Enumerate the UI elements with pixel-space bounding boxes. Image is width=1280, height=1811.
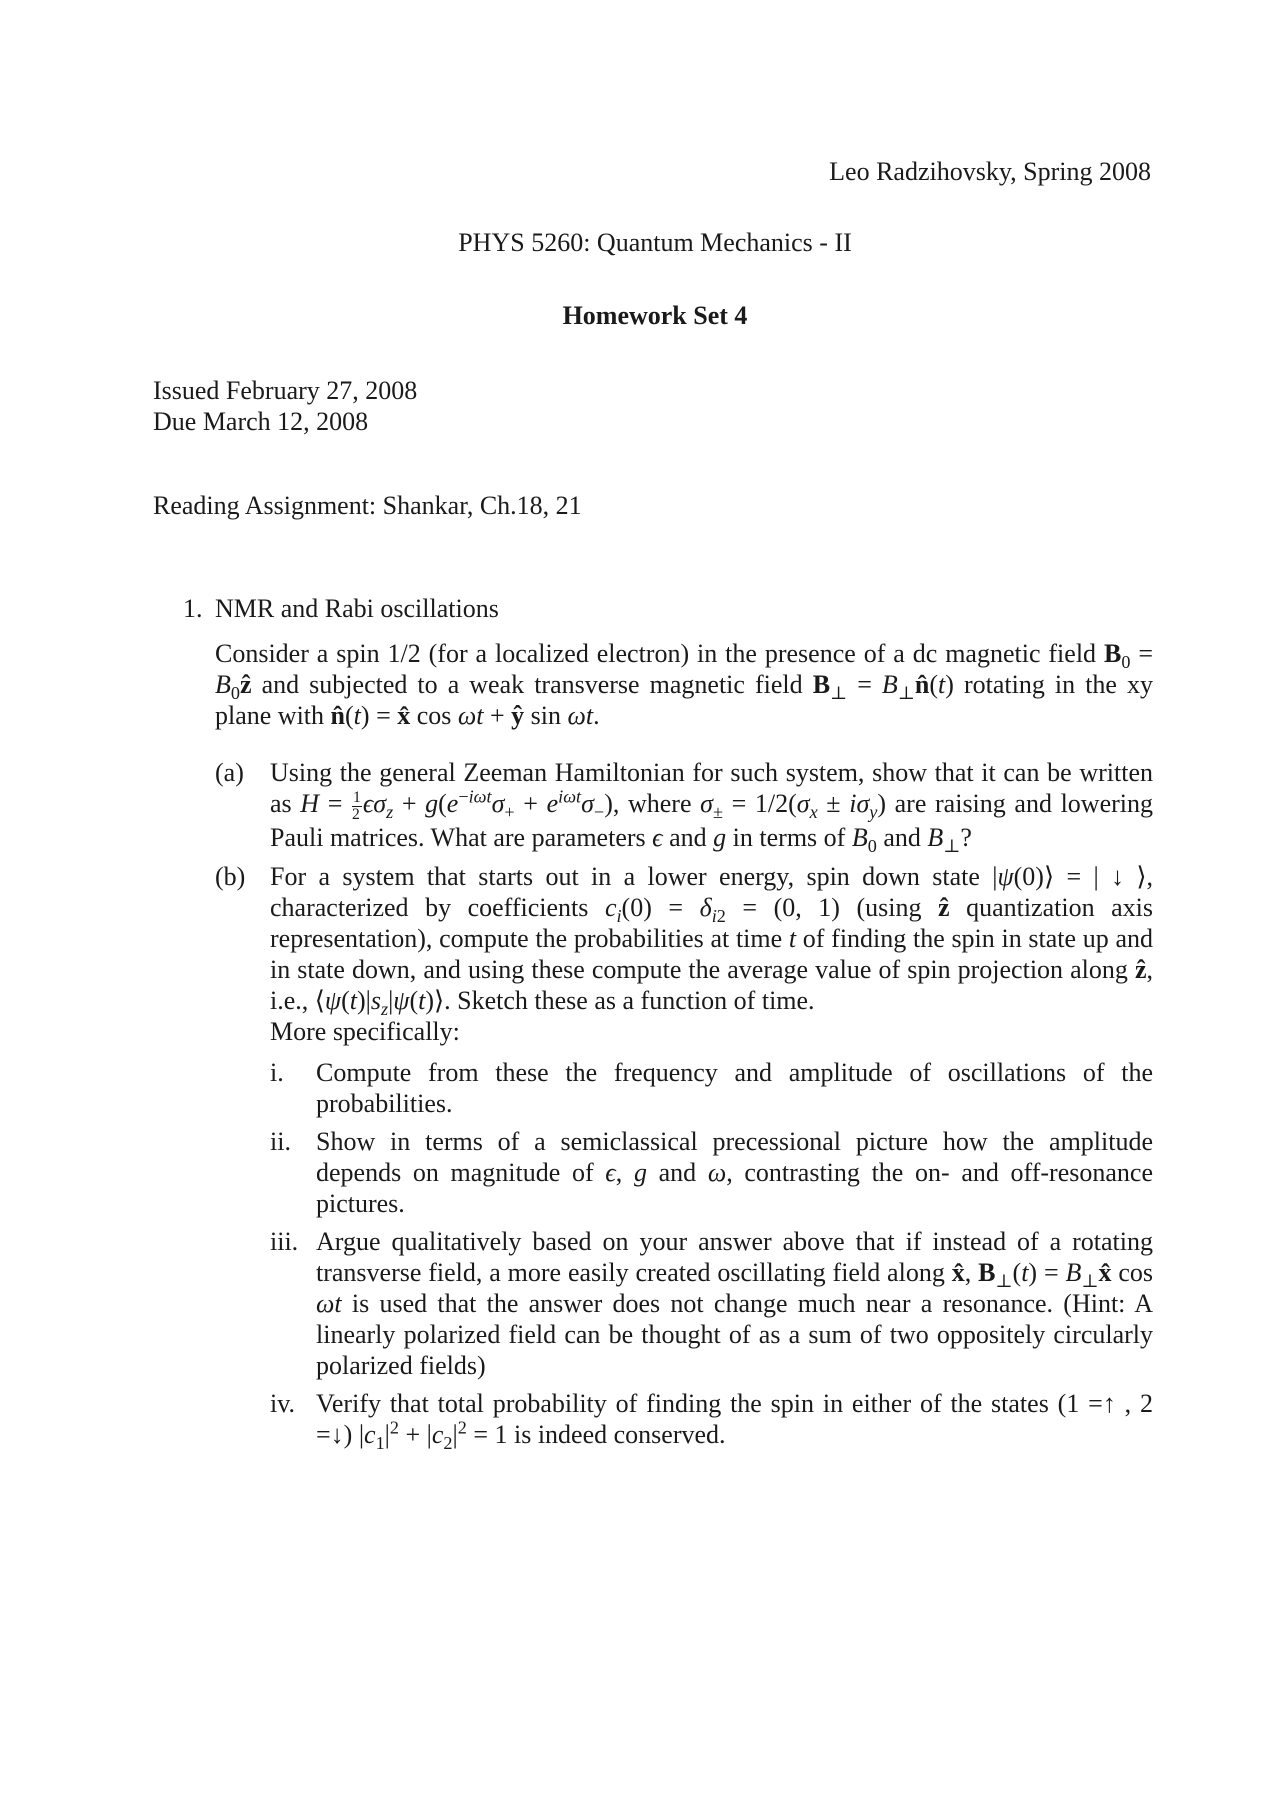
more-specifically: More specifically: (270, 1017, 460, 1047)
subpart-iii: iii. Argue qualitatively based on your answer above that if instead of a rotating transverse field, a more easily created oscillating field along x̂, $B_\perp(t)$ = $B_\perp x̂$ cos ωt is used that the answer does not change much near a resonance. (Hint: A linearly polarized field can be thought of as a sum of two oppositely circularly polarized fields) (270, 1227, 1154, 1381)
part-text: (using (839, 893, 938, 923)
subpart-text: and (646, 1158, 708, 1188)
part-b: (b) For a system that starts out in a lower energy, spin down state |ψ(0)⟩ = | ↓ ⟩, characterized by coefficients $c_i(0) = \delta_{i2} = (0$, 1) (using ẑ quantization axis representation), compute the probabilities at time t of finding the spin in state up and in state down, and using these compute the average value of spin projection along ẑ, i.e., $⟨\psi(t)|s_z|\psi(t)⟩$. Sketch these as a function of time. More specifically: i. Compute from these the frequency and amplitude of oscillations of the probabilities. ii. Show in terms of a semiclassical precessional picture how the amplitude depends on magnitude of ϵ, g and ω, contrasting the on- and off-resonance pictures. iii. Argue qualitatively based on your answer above that if instead of a rotating transverse field, a more easily created oscillating field along x̂, $B_\perp(t)$ = $B_\perp x̂$ cos ωt is used that the answer does not change much near a resonance. (Hint: A linearly polarized field can be thought of as a sum of two oppositely circularly polarized fields) iv. Verify that total probability of finding the spin in either of the states (1 =↑ , 2 =↓) $|c_1|^2 + |c_2|^2 = 1$ is indeed conserved. (215, 862, 1154, 1454)
subpart-text: Compute from these the frequency and amplitude of oscillations of the probabilities. (316, 1058, 1153, 1119)
subpart-ii: ii. Show in terms of a semiclassical precessional picture how the amplitude depends on magnitude of ϵ, g and ω, contrasting the on- and off-resonance pictures. (270, 1127, 1153, 1219)
part-label: (a) (215, 758, 244, 787)
part-text: , characterized by coefficients (270, 862, 1153, 923)
issued-date: Issued February 27, 2008 (153, 376, 418, 405)
fraction: $\frac{1}{2}$ (352, 788, 361, 823)
course-title: PHYS 5260: Quantum Mechanics - II (458, 228, 852, 257)
problem-number: 1. (183, 594, 203, 623)
part-text: are raising and lowering Pauli matrices. What are parameters (270, 789, 1154, 853)
problem-title: NMR and Rabi oscillations (215, 594, 499, 623)
intro-text: rotating in the xy plane with (215, 670, 1154, 730)
subpart-label: iii. (270, 1227, 299, 1257)
subpart-text: Show in terms of a semiclassical precessional picture how the amplitude depends on magnitude of (316, 1127, 1153, 1188)
part-text: Using the general Zeeman Hamiltonian for such system, show that it can be written as (270, 758, 1153, 818)
part-a: (a) Using the general Zeeman Hamiltonian for such system, show that it can be written as H = $\frac{1}{2}$ $\epsilon\sigma_z + g(e^{-i\omega t}\sigma_+ + e^{i\omega t}\sigma_-)$, where $\sigma_\pm = 1/2(\sigma_x \pm i\sigma_y)$ are raising and lowering Pauli matrices. What are parameters ϵ and g in terms of $B_0$ and $B_\perp$? (215, 758, 1154, 857)
subpart-label: iv. (270, 1389, 296, 1419)
part-text: For a system that starts out in a lower energy, spin down state (270, 862, 993, 892)
intro-text: Consider a spin 1/2 (for a localized electron) in the presence of a dc magnetic field (215, 639, 1104, 668)
problem-1-intro: Consider a spin 1/2 (for a localized electron) in the presence of a dc magnetic field $B_0$ = $B_0ẑ$ and subjected to a weak transverse magnetic field $B_\perp$ = $B_\perp n̂(t)$ rotating in the xy plane with n̂(t) = x̂ cos ωt + ŷ sin ωt. (215, 639, 1154, 730)
subpart-text: Argue qualitatively based on your answer above that if instead of a rotating transverse field, a more easily created oscillating field along (316, 1227, 1153, 1288)
part-text: , where (612, 789, 701, 818)
subpart-text: is indeed conserved. (507, 1420, 726, 1450)
part-text: and (876, 823, 928, 853)
problem-1-heading (183, 593, 1153, 624)
subpart-text: , contrasting the on- and off-resonance pictures. (316, 1158, 1153, 1219)
part-text: , i.e., (270, 955, 1153, 1016)
subpart-i (270, 1057, 1153, 1119)
part-text: of finding the spin in state up and in state down, and using these compute the average value of spin projection along (270, 924, 1153, 985)
part-text: quantization axis representation), compute the probabilities at time (270, 893, 1153, 954)
dates-block (153, 375, 417, 437)
problem-1-parts (215, 757, 1154, 1454)
part-text: in terms of (726, 823, 852, 853)
part-label: (b) (215, 862, 246, 892)
author-line: Leo Radzihovsky, Spring 2008 (829, 157, 1151, 186)
part-text: . Sketch these as a function of time. (444, 986, 815, 1016)
homework-title: Homework Set 4 (562, 301, 748, 330)
subpart-text: Verify that total probability of finding the spin in either of the states (316, 1389, 1058, 1419)
part-text: and (662, 823, 714, 853)
subpart-label: ii. (270, 1127, 291, 1157)
subpart-text: is used that the answer does not change much near a resonance. (Hint: A linearly polarized field can be thought of as a sum of two oppositely circularly polarized fields) (316, 1289, 1153, 1381)
intro-text: and subjected to a weak transverse magnetic field (261, 670, 813, 699)
subpart-iv: iv. Verify that total probability of finding the spin in either of the states (1 =↑ , 2 =↓) $|c_1|^2 + |c_2|^2 = 1$ is indeed conserved. (270, 1389, 1153, 1454)
reading-assignment: Reading Assignment: Shankar, Ch.18, 21 (153, 491, 582, 520)
part-b-subparts (270, 1057, 1154, 1454)
due-date: Due March 12, 2008 (153, 407, 369, 436)
subpart-label: i. (270, 1058, 284, 1088)
problem-list (183, 593, 1153, 1458)
